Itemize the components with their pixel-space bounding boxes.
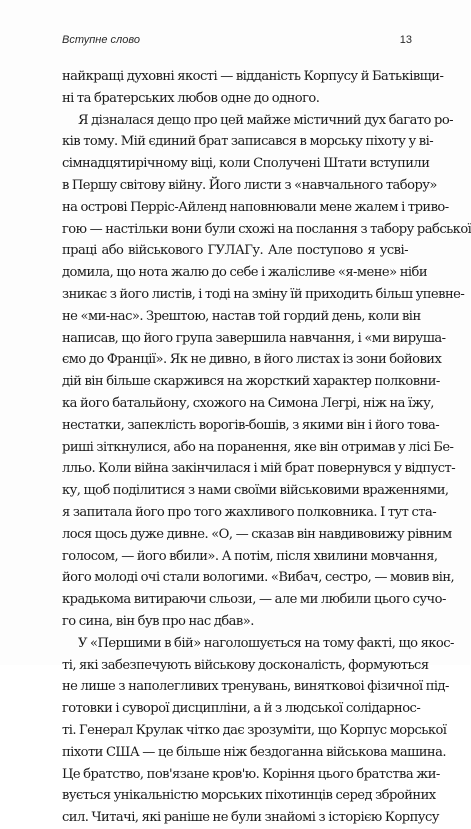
text-line: ємо до Франції». Як не дивно, в його листах із зони бойових <box>62 352 442 368</box>
text-line: найкращі духовні якості — відданість Корпусу й Батьківщи- <box>62 69 444 84</box>
text-line: його молоді очі стали вологими. «Вибач, сестро, — мовив він, <box>62 570 455 586</box>
text-line: вується унікальністю морських піхотинців серед збройних <box>62 788 436 804</box>
text-line: піхоти США — це більше ніж бездоганна військова машина. <box>62 744 446 760</box>
text-line: риші зіткнулися, або на поранення, яке він отримав у лісі Бе- <box>62 439 454 455</box>
text-line: домила, що нота жалю до себе і жалісливе «я-мене» ніби <box>62 265 428 281</box>
text-line: ні та братерських любов одне до одного. <box>62 90 320 106</box>
text-line: ків тому. Мій єдиний брат записався в морську піхоту у ві- <box>62 134 434 150</box>
running-head-section-title: Вступне слово <box>62 34 140 46</box>
text-line: праці або військового ГУЛАГу. Але поступово я усві- <box>62 243 408 259</box>
text-line: я запитала його про того жахливого полковника. І тут ста- <box>62 504 437 520</box>
text-line: го сина, він був про нас дбав». <box>62 613 254 629</box>
text-line: голосом, — його вбили». А потім, після хвилини мовчання, <box>62 548 438 564</box>
text-line: в Першу світову війну. Його листи з «навчального табору» <box>62 177 437 193</box>
text-line: ка його батальйону, схожого на Симона Легрі, ніж на їжу, <box>62 395 434 411</box>
text-line: зникає з його листів, і тоді на зміну їй приходить більш упевне- <box>62 286 465 302</box>
text-line: готовки і суворої дисципліни, а й з людської солідарнос- <box>62 701 421 717</box>
text-line: нестатки, запеклість ворогів-бошів, з якими він і його това- <box>62 417 440 433</box>
text-line: на острові Перріс-Айленд наповнювали мене жалем і триво- <box>62 199 449 215</box>
text-line: сил. Читачі, які раніше не були знайомі з історією Корпусу <box>62 810 439 826</box>
text-line: не «ми-нас». Зрештою, настав той гордий день, коли він <box>62 308 421 324</box>
text-line: У «Першими в бій» наголошується на тому факті, що якос- <box>78 635 454 651</box>
text-line: ті. Генерал Крулак чітко дає зрозуміти, що Корпус морської <box>62 722 447 738</box>
text-line: крадькома витираючи сльози, — але ми любили цього сучо- <box>62 592 446 608</box>
text-line: написав, що його група завершила навчання, і «ми вируша- <box>62 330 446 346</box>
text-line: лльо. Коли війна закінчилася і мій брат повернувся у відпуст- <box>62 461 456 477</box>
page-number: 13 <box>399 34 412 46</box>
text-line: Я дізналася дещо про цей майже містичний дух багато ро- <box>78 112 454 128</box>
text-line: не лише з наполегливих тренувань, винятковоі фізичної під- <box>62 679 449 695</box>
text-line: гою — настільки вони були схожі на послання з табору рабської <box>62 221 471 237</box>
text-line: ку, щоб поділитися з нами своїми військовими враженнями, <box>62 483 449 499</box>
text-line: Це братство, пов'язане кров'ю. Коріння цього братства жи- <box>62 766 440 782</box>
text-line: сімнадцятирічному віці, коли Сполучені Штати вступили <box>62 156 430 172</box>
text-line: дій він більше скаржився на жорсткий характер полковни- <box>62 374 440 390</box>
text-line: лося щось дуже дивне. «О, — сказав він навдивовижу рівним <box>62 526 452 542</box>
body-text <box>62 66 471 829</box>
text-line: ті, які забезпечують військову досконалість, формуються <box>62 657 429 673</box>
